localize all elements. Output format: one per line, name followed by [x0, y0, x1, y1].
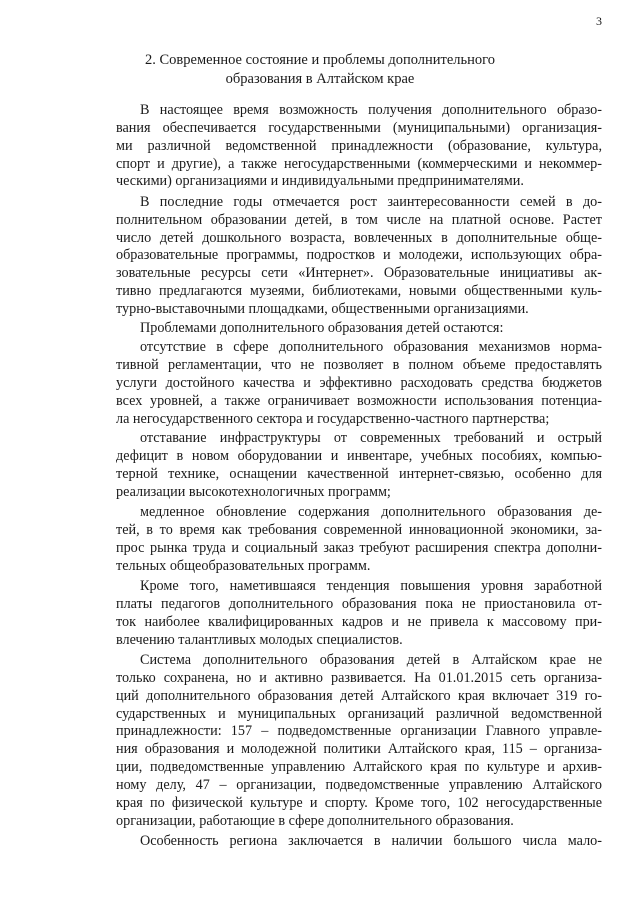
text-line: ми различной ведомственной принадлежности (образование, культура, [116, 137, 602, 154]
text-line: Система дополнительного образования детей в Алтайском крае не [140, 651, 602, 668]
text-line: ния образования и молодежной политики Алтайского края, 115 – организа- [116, 741, 602, 758]
text-line: ции, подведомственные управлению Алтайского края по культуре и архив- [116, 759, 602, 775]
text-line: зовательные ресурсы сети «Интернет». Образовательные инициативы ак- [116, 265, 602, 282]
text-line: ток наиболее квалифицированных кадров и не привела к массовому при- [116, 613, 602, 630]
section-heading [113, 51, 527, 89]
text-line: края по физической культуре и спорту. Кроме того, 102 негосударственные [116, 794, 602, 811]
text-line: тивно предлагаются музеями, библиотеками, новыми общественными куль- [116, 283, 602, 299]
text-line: только сохранена, но и активно развивается. На 01.01.2015 сеть организа- [116, 669, 602, 686]
page-number: 3 [596, 14, 602, 28]
text-line: отсутствие в сфере дополнительного образования механизмов норма- [140, 339, 602, 356]
text-line: вания обеспечивается государственными (муниципальными) организация- [116, 119, 602, 136]
text-line: В настоящее время возможность получения дополнительного образо- [140, 102, 602, 118]
text-line: ному делу, 47 – организации, подведомственные управлению Алтайского [116, 776, 602, 793]
text-line: ческими) организациями и индивидуальными предпринимателями. [116, 173, 524, 190]
text-line: В последние годы отмечается рост заинтересованности семей в до- [140, 193, 602, 210]
heading-line-2: образования в Алтайском крае [225, 71, 415, 87]
text-line: тей, в то время как требования современной инновационной экономики, за- [116, 521, 602, 538]
text-line: влечению талантливых молодых специалистов. [116, 631, 403, 648]
text-line: организации, работающие в сфере дополнительного образования. [116, 812, 514, 829]
text-line: реализации высокотехнологичных программ; [116, 483, 391, 500]
text-line: образовательные программы, подростков и молодежи, использующих обра- [116, 247, 602, 264]
text-line: услуги достойного качества и эффективно расходовать средства бюджетов [116, 374, 602, 391]
text-line: спорт и другие), а также негосударственными (коммерческими и некоммер- [116, 155, 602, 172]
text-line: дефицит в новом оборудовании и инвентаре, учебных пособиях, компью- [116, 447, 602, 464]
text-line: турно-выставочными площадками, общественными организациями. [116, 300, 529, 317]
text-line: Кроме того, наметившаяся тенденция повышения уровня заработной [140, 578, 602, 594]
text-line: терной технике, оснащении качественной интернет-связью, особенно для [116, 465, 602, 482]
text-line: сударственных и муниципальных организаций различной ведомственной [116, 705, 602, 722]
text-line: Особенность региона заключается в наличии большого числа мало- [140, 833, 602, 849]
text-line: отставание инфраструктуры от современных требований и острый [140, 430, 602, 447]
text-line: прос рынка труда и социальный заказ требуют расширения спектра дополни- [116, 539, 602, 556]
text-line: число детей дошкольного возраста, вовлеченных в дополнительные обще- [116, 229, 602, 246]
text-line: полнительном образовании детей, в том числе на платной основе. Растет [116, 211, 602, 228]
text-line: медленное обновление содержания дополнительного образования де- [140, 504, 602, 521]
text-line: ций дополнительного образования детей Алтайского края включает 319 го- [116, 687, 602, 704]
text-line: принадлежности: 157 – подведомственные организации Главного управле- [116, 723, 602, 740]
text-line: Проблемами дополнительного образования детей остаются: [140, 320, 504, 337]
text-line: тивной регламентации, что не позволяет в полном объеме предоставлять [116, 357, 602, 373]
text-line: платы педагогов дополнительного образования пока не приостановила от- [116, 595, 602, 612]
text-line: ла негосударственного сектора и государственно-частного партнерства; [116, 410, 550, 427]
text-line: тельных общеобразовательных программ. [116, 557, 371, 574]
text-line: всех уровней, а также ограничивает возможности использования потенциа- [116, 392, 602, 409]
heading-line-1: 2. Современное состояние и проблемы дополнительного [145, 52, 495, 68]
